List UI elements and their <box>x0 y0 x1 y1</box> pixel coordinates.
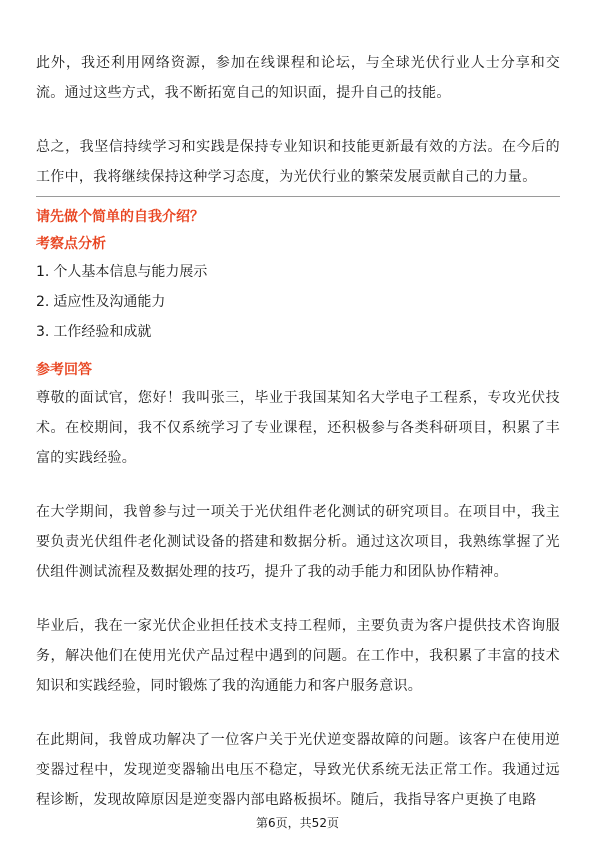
section-divider <box>36 196 560 197</box>
answer-heading: 参考回答 <box>36 362 92 378</box>
answer-paragraph-1: 尊敬的面试官，您好！我叫张三，毕业于我国某知名大学电子工程系，专攻光伏技术。在校期间，我不仅系统学习了专业课程，还积极参与各类科研项目，积累了丰富的实践经验。 <box>36 390 560 466</box>
analysis-heading: 考察点分析 <box>36 236 106 252</box>
list-item: 3. 工作经验和成就 <box>36 324 152 340</box>
list-item: 1. 个人基本信息与能力展示 <box>36 264 208 280</box>
answer-paragraph-3: 毕业后，我在一家光伏企业担任技术支持工程师，主要负责为客户提供技术咨询服务，解决他们在使用光伏产品过程中遇到的问题。在工作中，我积累了丰富的技术知识和实践经验，同时锻炼了我的沟通能力和客户服务意识。 <box>36 618 560 694</box>
page-content <box>36 48 560 815</box>
answer-paragraph-2: 在大学期间，我曾参与过一项关于光伏组件老化测试的研究项目。在项目中，我主要负责光伏组件老化测试设备的搭建和数据分析。通过这次项目，我熟练掌握了光伏组件测试流程及数据处理的技巧，提升了我的动手能力和团队协作精神。 <box>36 504 560 580</box>
question-title: 请先做个简单的自我介绍？ <box>36 209 204 225</box>
intro-paragraph-2: 总之，我坚信持续学习和实践是保持专业知识和技能更新最有效的方法。在今后的工作中，我将继续保持这种学习态度，为光伏行业的繁荣发展贡献自己的力量。 <box>36 139 560 185</box>
list-item: 2. 适应性及沟通能力 <box>36 294 166 310</box>
analysis-point-list <box>36 257 560 347</box>
page-number-footer: 第6页，共52页 <box>256 816 339 830</box>
intro-paragraph-1: 此外，我还利用网络资源，参加在线课程和论坛，与全球光伏行业人士分享和交流。通过这些方式，我不断拓宽自己的知识面，提升自己的技能。 <box>36 55 560 101</box>
answer-paragraph-4: 在此期间，我曾成功解决了一位客户关于光伏逆变器故障的问题。该客户在使用逆变器过程中，发现逆变器输出电压不稳定，导致光伏系统无法正常工作。我通过远程诊断，发现故障原因是逆变器内部电路板损坏。随后，我指导客户更换了电路 <box>36 732 560 808</box>
